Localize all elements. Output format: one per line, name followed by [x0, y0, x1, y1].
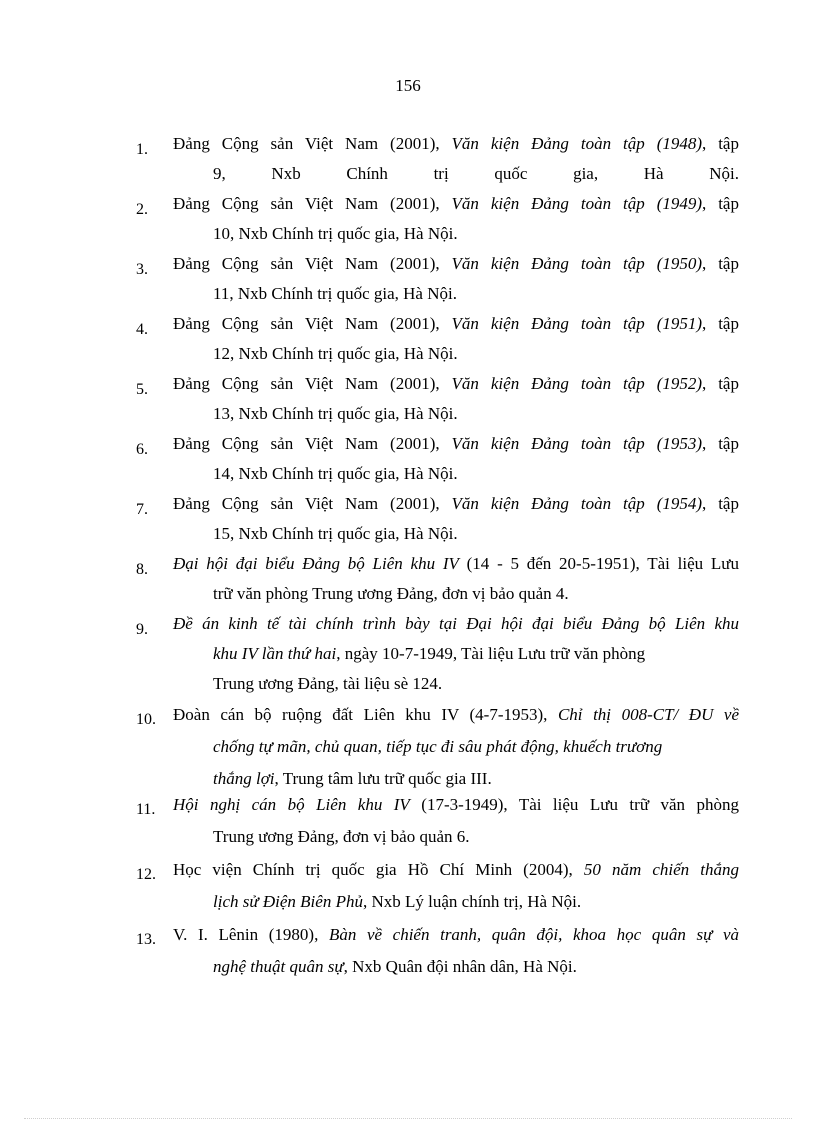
- reference-item: [0, 489, 816, 549]
- reference-number: 1.: [136, 141, 148, 158]
- reference-text: Đảng Cộng sản Việt Nam (2001),: [173, 254, 452, 273]
- reference-title-text: Văn kiện Đảng toàn tập (1952): [451, 374, 703, 393]
- reference-body: [173, 854, 739, 918]
- reference-body: [173, 549, 739, 609]
- reference-body: [173, 429, 739, 489]
- reference-body: [173, 249, 739, 309]
- reference-continuation-line: [173, 579, 739, 609]
- reference-text: 10, Nxb Chính trị quốc gia, Hà Nội.: [213, 224, 458, 243]
- reference-first-line: [173, 919, 739, 951]
- reference-number: 12.: [136, 866, 156, 883]
- reference-text: Trung ương Đảng, đơn vị bảo quản 6.: [213, 827, 470, 846]
- reference-title-text: Chỉ thị 008-CT/ ĐU về: [557, 705, 739, 724]
- reference-item: [0, 699, 816, 795]
- reference-continuation-line: [173, 519, 739, 549]
- reference-item: [0, 309, 816, 369]
- reference-item: [0, 549, 816, 609]
- reference-continuation-line: [173, 669, 739, 699]
- reference-text: trữ văn phòng Trung ương Đảng, đơn vị bảo quản 4.: [213, 584, 569, 603]
- reference-title-text: lịch sử Điện Biên Phủ: [213, 892, 363, 911]
- reference-first-line: [173, 699, 739, 731]
- reference-title-text: Văn kiện Đảng toàn tập (1950): [451, 254, 703, 273]
- reference-body: [173, 309, 739, 369]
- reference-text: Đảng Cộng sản Việt Nam (2001),: [173, 434, 452, 453]
- reference-continuation-line: [173, 219, 739, 249]
- reference-text: , tập: [702, 134, 739, 153]
- reference-text: (14 - 5 đến 20-5-1951), Tài liệu Lưu: [458, 554, 739, 573]
- reference-continuation-line: [173, 951, 739, 983]
- reference-continuation-line: [173, 731, 739, 763]
- reference-title-text: Văn kiện Đảng toàn tập (1951): [451, 314, 703, 333]
- reference-body: [173, 189, 739, 249]
- reference-continuation-line: [173, 459, 739, 489]
- reference-first-line: [173, 609, 739, 639]
- reference-first-line: [173, 789, 739, 821]
- reference-text: Đảng Cộng sản Việt Nam (2001),: [173, 134, 452, 153]
- reference-continuation-line: [173, 886, 739, 918]
- reference-body: [173, 699, 739, 795]
- reference-continuation-line: [173, 399, 739, 429]
- reference-item: [0, 919, 816, 983]
- reference-text: Đảng Cộng sản Việt Nam (2001),: [173, 194, 452, 213]
- reference-first-line: [173, 309, 739, 339]
- reference-item: [0, 854, 816, 918]
- reference-text: Đảng Cộng sản Việt Nam (2001),: [173, 314, 452, 333]
- reference-first-line: [173, 249, 739, 279]
- reference-text: , tập: [702, 194, 739, 213]
- page-bottom-divider: [24, 1118, 792, 1119]
- reference-text: V. I. Lênin (1980),: [173, 925, 329, 944]
- reference-title-text: Văn kiện Đảng toàn tập (1948): [451, 134, 703, 153]
- reference-text: , tập: [702, 314, 739, 333]
- reference-first-line: [173, 549, 739, 579]
- reference-title-text: Văn kiện Đảng toàn tập (1954): [451, 494, 703, 513]
- reference-item: [0, 609, 816, 699]
- reference-text: 15, Nxb Chính trị quốc gia, Hà Nội.: [213, 524, 458, 543]
- reference-text: , tập: [702, 494, 739, 513]
- reference-title-text: chống tự mãn, chủ quan, tiếp tục đi sâu phát động, khuếch trương: [213, 737, 663, 756]
- reference-continuation-line: [173, 339, 739, 369]
- reference-title-text: Văn kiện Đảng toàn tập (1953): [451, 434, 703, 453]
- reference-first-line: [173, 854, 739, 886]
- reference-number: 4.: [136, 321, 148, 338]
- reference-number: 2.: [136, 201, 148, 218]
- reference-text: , tập: [702, 434, 739, 453]
- reference-item: [0, 429, 816, 489]
- reference-number: 3.: [136, 261, 148, 278]
- reference-number: 9.: [136, 621, 148, 638]
- reference-text: (17-3-1949), Tài liệu Lưu trữ văn phòng: [409, 795, 739, 814]
- reference-body: [173, 489, 739, 549]
- reference-body: [173, 789, 739, 853]
- reference-body: [173, 919, 739, 983]
- reference-title-text: Bàn về chiến tranh, quân đội, khoa học quân sự và: [328, 925, 739, 944]
- reference-continuation-line: [173, 639, 739, 669]
- reference-text: 11, Nxb Chính trị quốc gia, Hà Nội.: [213, 284, 457, 303]
- reference-body: [173, 609, 739, 699]
- reference-text: Đảng Cộng sản Việt Nam (2001),: [173, 494, 452, 513]
- reference-number: 11.: [136, 801, 156, 818]
- reference-title-text: nghệ thuật quân sự: [213, 957, 344, 976]
- reference-text: 13, Nxb Chính trị quốc gia, Hà Nội.: [213, 404, 458, 423]
- page-number: 156: [395, 76, 421, 95]
- reference-text: Đảng Cộng sản Việt Nam (2001),: [173, 374, 452, 393]
- reference-text: Đoàn cán bộ ruộng đất Liên khu IV (4-7-1953),: [173, 705, 558, 724]
- reference-number: 6.: [136, 441, 148, 458]
- reference-text: 14, Nxb Chính trị quốc gia, Hà Nội.: [213, 464, 458, 483]
- reference-item: [0, 249, 816, 309]
- reference-item: [0, 189, 816, 249]
- reference-title-text: khu IV lần thứ hai: [213, 644, 337, 663]
- reference-title-text: Văn kiện Đảng toàn tập (1949): [451, 194, 703, 213]
- reference-body: [173, 369, 739, 429]
- reference-first-line: [173, 129, 739, 159]
- reference-number: 8.: [136, 561, 148, 578]
- reference-number: 13.: [136, 931, 156, 948]
- reference-text: , Trung tâm lưu trữ quốc gia III.: [274, 769, 492, 788]
- reference-item: [0, 369, 816, 429]
- reference-text: , tập: [702, 374, 739, 393]
- reference-continuation-line: [173, 159, 739, 189]
- reference-number: 7.: [136, 501, 148, 518]
- reference-text: 12, Nxb Chính trị quốc gia, Hà Nội.: [213, 344, 458, 363]
- reference-text: 9, Nxb Chính trị quốc gia, Hà Nội.: [213, 164, 739, 183]
- reference-number: 5.: [136, 381, 148, 398]
- reference-continuation-line: [173, 279, 739, 309]
- reference-item: [0, 789, 816, 853]
- reference-body: [173, 129, 739, 189]
- reference-number: 10.: [136, 711, 156, 728]
- reference-text: Trung ương Đảng, tài liệu sè 124.: [213, 674, 443, 693]
- reference-title-text: Đề án kinh tế tài chính trình bày tại Đại hội đại biểu Đảng bộ Liên khu: [173, 614, 739, 633]
- reference-text: , Nxb Lý luận chính trị, Hà Nội.: [362, 892, 582, 911]
- reference-text: , ngày 10-7-1949, Tài liệu Lưu trữ văn phòng: [336, 644, 646, 663]
- reference-title-text: thắng lợi: [213, 769, 275, 788]
- reference-first-line: [173, 189, 739, 219]
- reference-continuation-line: [173, 821, 739, 853]
- reference-first-line: [173, 489, 739, 519]
- reference-text: , tập: [702, 254, 739, 273]
- reference-first-line: [173, 429, 739, 459]
- reference-text: , Nxb Quân đội nhân dân, Hà Nội.: [343, 957, 577, 976]
- reference-first-line: [173, 369, 739, 399]
- reference-item: [0, 129, 816, 189]
- reference-title-text: 50 năm chiến thắng: [583, 860, 739, 879]
- reference-title-text: Hội nghị cán bộ Liên khu IV: [173, 795, 410, 814]
- reference-title-text: Đại hội đại biểu Đảng bộ Liên khu IV: [173, 554, 459, 573]
- reference-text: Học viện Chính trị quốc gia Hồ Chí Minh (2004),: [173, 860, 584, 879]
